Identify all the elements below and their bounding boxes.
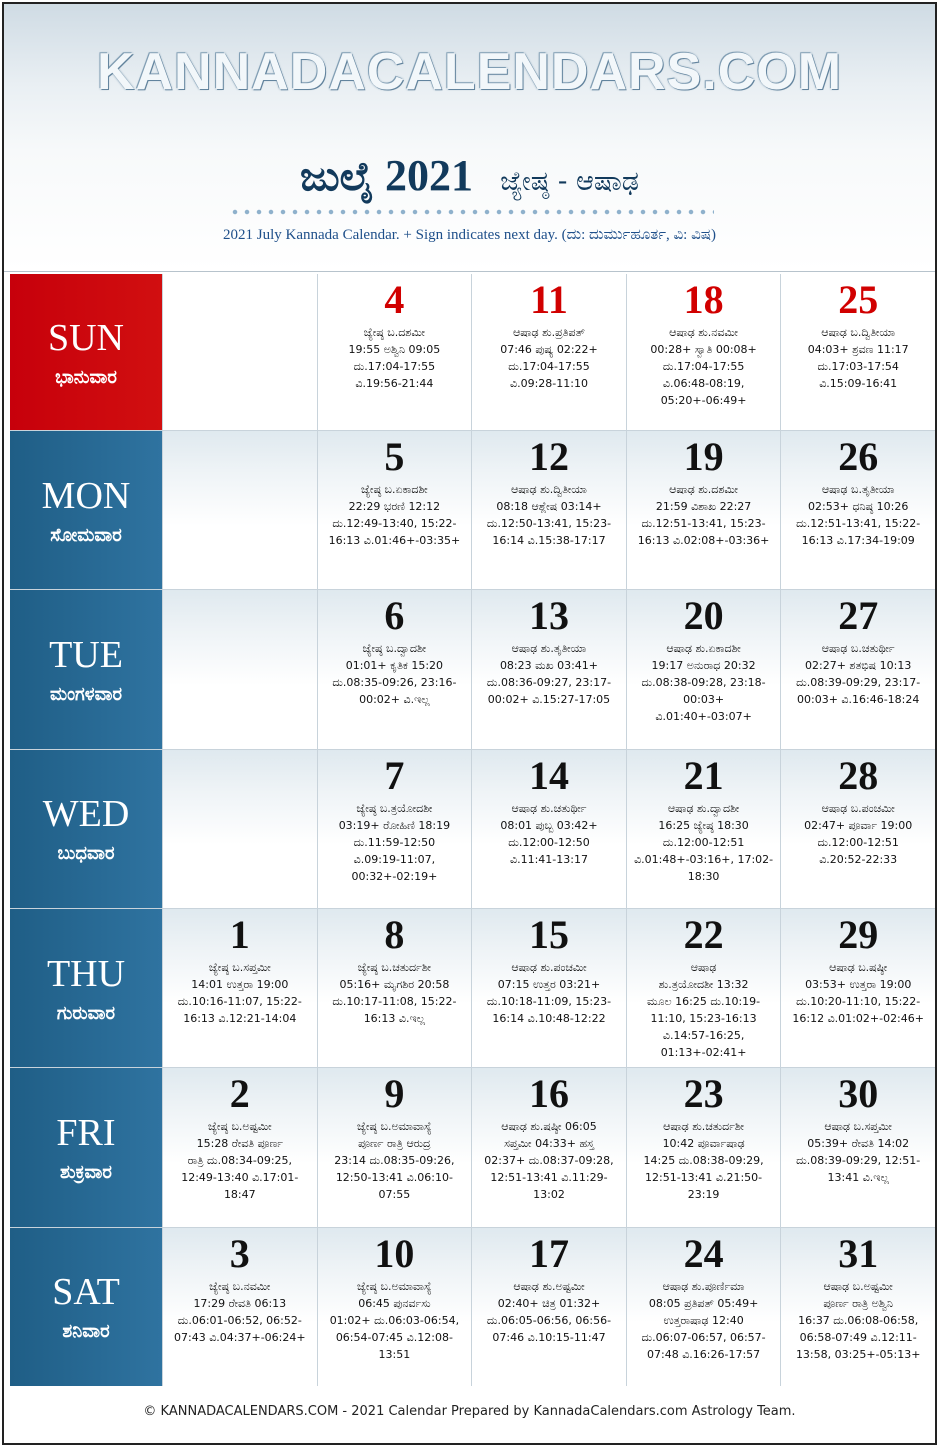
panchanga-line: 12:49-13:40 ವಿ.17:01- [181,1171,299,1185]
panchanga-line: ವಿ.20:52-22:33 [819,852,898,866]
day-cell[interactable] [627,909,781,1067]
day-number: 12 [528,434,569,479]
panchanga-line: ದು.10:18-11:09, 15:23- [486,994,612,1008]
month-title [4,150,935,201]
panchanga-line: 06:45 ಪುನರ್ವಸು [358,1296,431,1310]
panchanga-line: 02:27+ ಶತಭಿಷ 10:13 [805,659,912,673]
day-number: 6 [384,593,405,639]
panchanga-line: 16:13 ವಿ.02:08+-03:36+ [637,534,770,547]
day-cell[interactable] [781,1228,935,1386]
panchanga-line: ಜ್ಯೇಷ್ಠ ಬ.ದ್ವಾದಶೀ [362,642,427,656]
day-cell[interactable] [627,590,781,748]
panchanga-line: 12:51-13:41 ವಿ.11:29- [490,1171,608,1185]
ornament-divider [229,207,714,217]
panchanga-line: 16:13 ವಿ.01:46+-03:35+ [328,534,461,547]
panchanga-line: ದು.17:04-17:55 [353,360,436,373]
panchanga-line: ಆಷಾಢ ಬ.ಷಷ್ಠೀ [829,960,888,974]
panchanga-line: 08:18 ಆಶ್ಲೇಷ 03:14+ [496,500,602,513]
day-cell[interactable] [781,909,935,1067]
panchanga-line: ದು.10:20-11:10, 15:22- [796,994,921,1008]
weekday-name-en: SUN [47,316,125,359]
panchanga-line: 01:13+-02:41+ [660,1045,747,1059]
panchanga-line: 00:28+ ಸ್ವಾತಿ 00:08+ [650,343,757,356]
panchanga-line: ಆಷಾಢ [690,960,717,974]
panchanga-line: ದು.06:05-06:56, 06:56- [486,1313,612,1327]
panchanga-line: 05:20+-06:49+ [660,394,747,407]
masa-name: ಜ್ಯೇಷ್ಠ - ಆಷಾಢ [500,166,639,197]
panchanga-line: ಆಷಾಢ ಬ.ಸಪ್ತಮೀ [824,1120,892,1134]
site-title[interactable]: KANNADACALENDARS.COM [96,43,843,101]
panchanga-line: ದು.12:51-13:41, 15:22- [796,517,921,530]
panchanga-line: 08:01 ಪುಬ್ಬ 03:42+ [500,818,598,832]
panchanga-line: 08:23 ಮಖ 03:41+ [499,659,599,673]
day-number: 15 [528,911,569,957]
day-cell[interactable] [318,1068,472,1226]
day-number: 30 [838,1071,879,1117]
panchanga-line: ದು.08:39-09:29, 23:17- [796,676,921,690]
panchanga-line: ಆಷಾಢ ಬ.ತೃತೀಯಾ [821,483,895,496]
day-number: 7 [384,752,405,798]
panchanga-line: 23:19 [687,1188,720,1202]
panchanga-line: 07:15 ಉತ್ತರ 03:21+ [497,977,601,991]
day-number: 1 [229,911,250,957]
weekday-name-en: SAT [52,1271,120,1314]
day-cell[interactable] [627,431,781,589]
panchanga-line: 02:47+ ಪೂರ್ವಾ 19:00 [804,818,913,832]
panchanga-line: ಆಷಾಢ ಶು.ತೃತೀಯಾ [511,642,587,656]
panchanga-line: ದು.12:00-12:51 [817,835,899,849]
empty-day-cell [163,274,317,430]
day-cell[interactable] [627,274,781,430]
day-cell[interactable] [163,1228,317,1386]
panchanga-line: ಜ್ಯೇಷ್ಠ ಬ.ಚತುರ್ದಶೀ [357,960,432,974]
panchanga-line: ದು.08:38-09:28, 23:18- [641,676,766,690]
day-cell[interactable] [781,431,935,589]
panchanga-line: ಆಷಾಢ ಶು.ದ್ವಿತೀಯಾ [511,483,587,496]
panchanga-line: ಜ್ಯೇಷ್ಠ ಬ.ಏಕಾದಶೀ [361,483,428,496]
panchanga-line: 13:58, 03:25+-05:13+ [795,1347,921,1361]
panchanga-line: ವಿ.01:48+-03:16+, 17:02- [634,852,774,866]
weekday-header-tue [10,590,162,748]
day-number: 20 [683,593,724,639]
day-cell[interactable] [318,431,472,589]
panchanga-line: 00:02+ ವಿ.ಇಲ್ಲ [359,693,430,707]
weekday-name-kn: ಶುಕ್ರವಾರ [60,1161,112,1183]
panchanga-line: 16:14 ವಿ.10:48-12:22 [492,1011,606,1025]
day-number: 16 [528,1071,569,1117]
panchanga-line: ದು.17:04-17:55 [662,360,745,373]
day-cell[interactable] [627,1228,781,1386]
panchanga-line: ವಿ.01:40+-03:07+ [655,710,752,724]
day-cell[interactable] [318,909,472,1067]
panchanga-line: 05:16+ ಮೃಗಶಿರ 20:58 [339,977,450,991]
day-cell[interactable] [472,909,626,1067]
panchanga-line: ಸಪ್ತಮೀ 04:33+ ಹಸ್ತ [504,1137,594,1151]
panchanga-line: 07:46 ಪುಷ್ಯ 02:22+ [500,343,598,356]
day-cell[interactable] [472,274,626,430]
panchanga-line: ದು.12:51-13:41, 15:23- [641,517,766,530]
panchanga-line: 13:51 [378,1347,411,1361]
panchanga-line: 00:02+ ವಿ.15:27-17:05 [487,693,611,707]
weekday-name-kn: ಶನಿವಾರ [62,1321,110,1343]
weekday-name-en: MON [41,474,131,517]
panchanga-line: 11:10, 15:23-16:13 [650,1011,757,1025]
calendar-page [2,2,937,1445]
panchanga-line: 00:32+-02:19+ [351,869,438,883]
weekday-name-en: WED [42,793,130,836]
day-cell[interactable] [781,1068,935,1226]
panchanga-line: ಮೂಲ 16:25 ದು.10:19- [647,994,761,1008]
day-cell[interactable] [472,1068,626,1226]
panchanga-line: ವಿ.11:41-13:17 [510,852,588,866]
empty-day-cell [163,431,317,589]
day-cell[interactable] [627,750,781,908]
day-cell[interactable] [472,590,626,748]
panchanga-line: ಜ್ಯೇಷ್ಠ ಬ.ತ್ರಯೋದಶೀ [356,801,433,815]
day-number: 31 [838,1230,879,1276]
weekday-name-en: FRI [56,1111,116,1154]
panchanga-line: 16:13 ವಿ.17:34-19:09 [801,534,915,547]
panchanga-line: ಆಷಾಢ ಶು.ಚತುರ್ಥೀ [511,801,587,815]
panchanga-line: 02:40+ ಚಿತ್ರ 01:32+ [497,1296,601,1310]
panchanga-line: ದು.12:00-12:50 [508,835,590,849]
panchanga-line: ರಾತ್ರಿ ದು.08:34-09:25, [187,1154,293,1168]
panchanga-line: 02:37+ ದು.08:37-09:28, [484,1154,614,1168]
panchanga-line: 07:46 ವಿ.10:15-11:47 [492,1330,606,1344]
panchanga-line: 03:19+ ರೋಹಿಣಿ 18:19 [338,818,451,832]
day-number: 11 [530,277,568,322]
panchanga-line: ಆಷಾಢ ಶು.ಪೂರ್ಣಿಮಾ [662,1279,745,1293]
day-number: 5 [384,434,405,479]
day-number: 4 [384,277,405,322]
panchanga-line: ವಿ.09:28-11:10 [510,377,588,390]
panchanga-line: ದು.17:04-17:55 [508,360,590,373]
day-number: 3 [229,1230,250,1276]
panchanga-line: ಆಷಾಢ ಶು.ಪಂಚಮೀ [511,960,587,974]
panchanga-line: 13:41 ವಿ.ಇಲ್ಲ [827,1171,889,1185]
weekday-header-thu [10,909,162,1067]
panchanga-line: ದು.11:59-12:50 [353,835,436,849]
panchanga-line: 03:53+ ಉತ್ತರಾ 19:00 [805,977,912,991]
day-cell[interactable] [318,1228,472,1386]
panchanga-line: ಉತ್ತರಾಷಾಢ 12:40 [663,1313,744,1327]
panchanga-line: 19:55 ಅಶ್ವಿನಿ 09:05 [348,343,441,356]
panchanga-line: 05:39+ ರೇವತಿ 14:02 [807,1137,910,1151]
day-number: 14 [528,752,569,798]
panchanga-line: ಆಷಾಢ ಶು.ದಶಮೀ [669,483,739,496]
day-cell[interactable] [627,1068,781,1226]
panchanga-line: 00:03+ [683,693,725,707]
day-cell[interactable] [318,750,472,908]
panchanga-line: 16:13 ವಿ.ಇಲ್ಲ [363,1011,426,1025]
day-number: 27 [838,593,879,639]
panchanga-line: ದು.08:35-09:26, 23:16- [332,676,457,690]
day-number: 13 [528,593,569,639]
panchanga-line: 16:25 ಜ್ಯೇಷ್ಠ 18:30 [658,818,749,832]
weekday-name-kn: ಸೋಮವಾರ [50,524,122,546]
day-number: 26 [838,434,879,479]
panchanga-line: ಆಷಾಢ ಶು.ನವಮೀ [669,326,739,339]
weekday-header-sun [10,274,162,430]
day-cell[interactable] [163,1068,317,1226]
day-number: 2 [229,1071,250,1117]
panchanga-line: 12:51-13:41 ವಿ.21:50- [645,1171,763,1185]
day-cell[interactable] [472,750,626,908]
panchanga-line: 16:12 ವಿ.01:02+-02:46+ [792,1011,924,1025]
panchanga-line: 01:01+ ಕೃತಿಕ 15:20 [345,659,444,673]
panchanga-line: ಜ್ಯೇಷ್ಠ ಬ.ಅಮಾವಾಸ್ಯೆ [357,1120,432,1134]
panchanga-line: 07:55 [378,1188,411,1202]
day-number: 24 [683,1230,724,1276]
panchanga-line: 14:01 ಉತ್ತರಾ 19:00 [191,977,289,991]
panchanga-line: ಆಷಾಢ ಶು.ಷಷ್ಠೀ 06:05 [501,1120,597,1134]
day-cell[interactable] [472,1228,626,1386]
weekday-header-sat [10,1228,162,1386]
panchanga-line: ಆಷಾಢ ಶು.ಅಷ್ಟಮೀ [513,1279,585,1293]
panchanga-line: 07:48 ವಿ.16:26-17:57 [647,1347,761,1361]
panchanga-line: ದು.06:01-06:52, 06:52- [177,1313,302,1327]
panchanga-line: ಆಷಾಢ ಬ.ಪಂಚಮೀ [821,801,895,815]
panchanga-line: 19:17 ಅನುರಾಧ 20:32 [651,659,756,673]
weekday-name-kn: ಭಾನುವಾರ [55,366,117,388]
day-number: 10 [374,1230,415,1276]
panchanga-line: ವಿ.09:19-11:07, [353,852,436,866]
panchanga-line: 13:02 [533,1188,565,1202]
panchanga-line: ವಿ.06:48-08:19, [662,377,745,390]
day-cell[interactable] [472,431,626,589]
panchanga-line: ವಿ.14:57-16:25, [662,1028,745,1042]
calendar-grid [10,274,935,1386]
panchanga-line: 18:30 [687,869,720,883]
panchanga-line: ಜ್ಯೇಷ್ಠ ಬ.ಸಪ್ತಮೀ [208,960,271,974]
day-cell[interactable] [318,274,472,430]
weekday-name-kn: ಗುರುವಾರ [56,1002,116,1024]
day-cell[interactable] [781,750,935,908]
panchanga-line: ಜ್ಯೇಷ್ಠ ಬ.ದಶಮೀ [363,326,426,339]
calendar-header [4,4,935,272]
panchanga-line: 02:53+ ಧನಿಷ್ಠ 10:26 [808,500,909,513]
panchanga-line: ಆಷಾಢ ಶು.ಪ್ರತಿಪತ್ [513,326,585,339]
day-cell[interactable] [163,909,317,1067]
page-footer: © KANNADACALENDARS.COM - 2021 Calendar Prepared by KannadaCalendars.com Astrology Team. [143,1404,796,1419]
empty-day-cell [163,590,317,748]
panchanga-line: ದು.08:39-09:29, 12:51- [796,1154,921,1168]
panchanga-line: 01:02+ ದು.06:03-06:54, [329,1313,460,1327]
panchanga-line: 00:03+ ವಿ.16:46-18:24 [797,693,920,707]
day-cell[interactable] [781,274,935,430]
day-number: 9 [384,1071,405,1117]
day-number: 18 [683,277,724,322]
panchanga-line: ಆಷಾಢ ಬ.ಚತುರ್ಥೀ [821,642,895,656]
panchanga-line: ಜ್ಯೇಷ್ಠ ಬ.ಅಮಾವಾಸ್ಯೆ [357,1279,432,1293]
day-cell[interactable] [781,590,935,748]
panchanga-line: ಆಷಾಢ ಶು.ಚತುರ್ದಶೀ [663,1120,745,1134]
panchanga-line: 18:47 [223,1188,256,1202]
weekday-name-kn: ಮಂಗಳವಾರ [49,683,123,705]
panchanga-line: 06:58-07:49 ವಿ.12:11- [799,1330,917,1344]
panchanga-line: ಪೂರ್ಣ ರಾತ್ರಿ ಅಶ್ವಿನಿ [823,1296,894,1310]
panchanga-line: ದು.17:03-17:54 [817,360,899,373]
day-number: 28 [838,752,879,798]
panchanga-line: ದು.12:49-13:40, 15:22- [332,517,457,530]
panchanga-line: ವಿ.15:09-16:41 [819,377,898,390]
panchanga-line: 04:03+ ಶ್ರವಣ 11:17 [807,343,909,356]
panchanga-line: 17:29 ರೇವತಿ 06:13 [193,1296,287,1310]
empty-day-cell [163,750,317,908]
panchanga-line: 16:14 ವಿ.15:38-17:17 [492,534,606,547]
day-number: 17 [528,1230,569,1276]
panchanga-line: ದು.08:36-09:27, 23:17- [486,676,612,690]
month-name: ಜುಲೈ [300,154,374,200]
day-cell[interactable] [318,590,472,748]
panchanga-line: ಆಷಾಢ ಶು.ದ್ವಾದಶೀ [667,801,740,815]
panchanga-line: 15:28 ರೇವತಿ ಪೂರ್ಣ [196,1137,283,1151]
day-number: 21 [683,752,724,798]
panchanga-line: ದು.06:07-06:57, 06:57- [641,1330,766,1344]
calendar-subtitle: 2021 July Kannada Calendar. + Sign indicates next day. (ದು: ದುರ್ಮುಹೂರ್ತ, ವಿ: ವಿಷ) [223,227,716,243]
weekday-header-wed [10,750,162,908]
panchanga-line: ಆಷಾಢ ಬ.ದ್ವಿತೀಯಾ [821,326,896,339]
day-number: 22 [683,911,724,957]
panchanga-line: 16:13 ವಿ.12:21-14:04 [183,1011,297,1025]
panchanga-line: 06:54-07:45 ವಿ.12:08- [335,1330,453,1344]
panchanga-line: 08:05 ಪ್ರತಿಪತ್ 05:49+ [648,1296,759,1310]
panchanga-line: ದು.10:17-11:08, 15:22- [332,994,457,1008]
panchanga-line: ದು.12:00-12:51 [662,835,745,849]
panchanga-line: ಪೂರ್ಣ ರಾತ್ರಿ ಆರುದ್ರ [358,1137,431,1151]
panchanga-line: ಶು.ತ್ರಯೋದಶೀ 13:32 [658,977,749,991]
panchanga-line: 12:50-13:41 ವಿ.06:10- [335,1171,453,1185]
panchanga-line: ವಿ.19:56-21:44 [355,377,434,390]
day-number: 25 [838,277,879,322]
panchanga-line: 14:25 ದು.08:38-09:29, [643,1154,764,1168]
panchanga-line: ಜ್ಯೇಷ್ಠ ಬ.ನವಮೀ [209,1279,271,1293]
month-year: 2021 [384,151,473,200]
weekday-name-en: TUE [49,633,123,676]
panchanga-line: ದು.12:50-13:41, 15:23- [486,517,612,530]
day-number: 8 [384,911,405,957]
weekday-header-mon [10,431,162,589]
day-number: 19 [683,434,724,479]
panchanga-line: ಆಷಾಢ ಬ.ಅಷ್ಟಮೀ [823,1279,893,1293]
panchanga-line: ಆಷಾಢ ಶು.ಏಕಾದಶೀ [666,642,741,656]
panchanga-line: 22:29 ಭರಣಿ 12:12 [348,500,441,513]
panchanga-line: 23:14 ದು.08:35-09:26, [334,1154,455,1168]
weekday-name-kn: ಬುಧವಾರ [57,843,115,865]
panchanga-line: 07:43 ವಿ.04:37+-06:24+ [174,1330,306,1344]
panchanga-line: ದು.10:16-11:07, 15:22- [177,994,302,1008]
panchanga-line: 10:42 ಪೂರ್ವಾಷಾಢ [662,1137,745,1151]
panchanga-line: 21:59 ವಿಶಾಖ 22:27 [655,500,752,513]
weekday-name-en: THU [46,952,126,995]
panchanga-line: 16:37 ದು.06:08-06:58, [798,1313,919,1327]
weekday-header-fri [10,1068,162,1226]
day-number: 29 [838,911,879,957]
day-number: 23 [683,1071,724,1117]
panchanga-line: ಜ್ಯೇಷ್ಠ ಬ.ಅಷ್ಟಮೀ [207,1120,272,1134]
